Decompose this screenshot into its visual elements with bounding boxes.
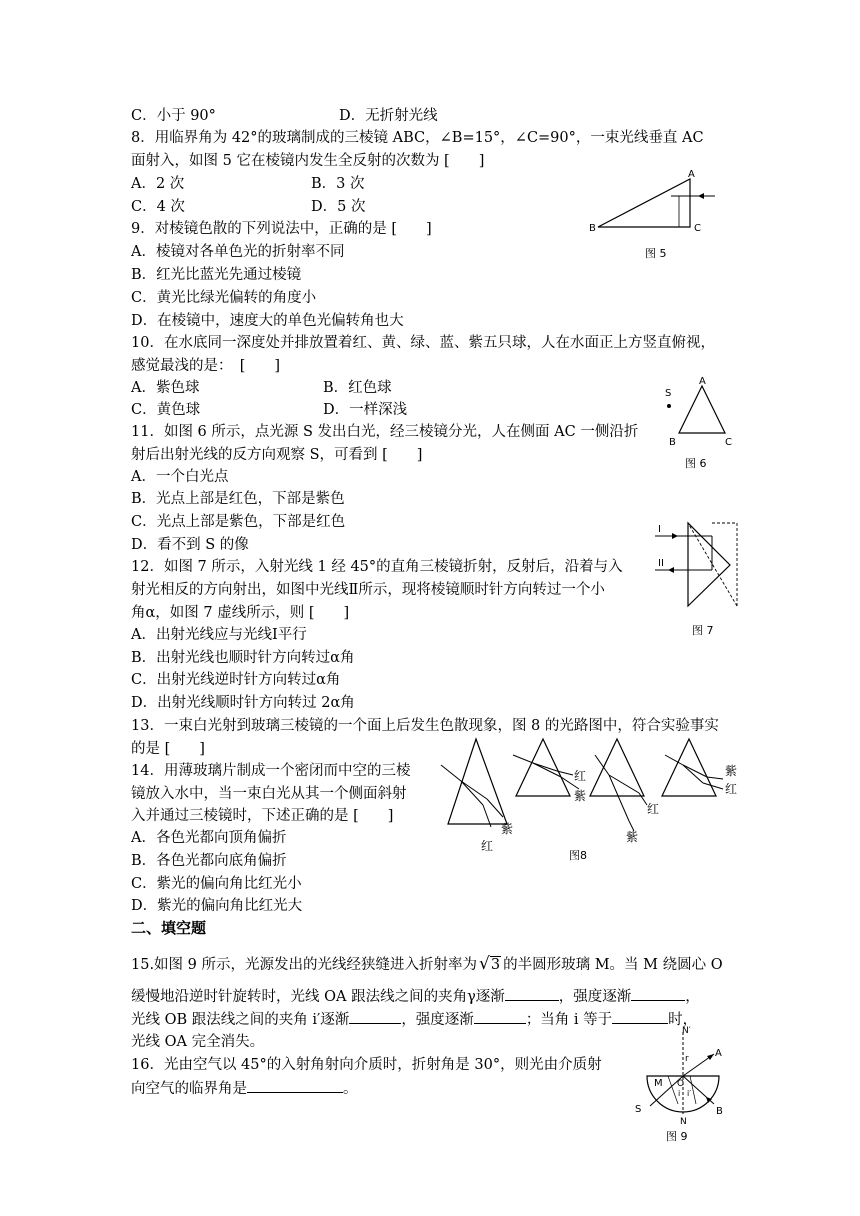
fig9-label-i: i xyxy=(678,1089,681,1098)
fig8-caption: 图8 xyxy=(569,849,587,862)
q14-option-a: A．各色光都向顶角偏折 xyxy=(131,830,287,846)
fig8b-label-red: 红 xyxy=(574,769,587,783)
answer-blank-4[interactable] xyxy=(474,1009,526,1024)
sqrt-symbol: √3 xyxy=(479,954,501,974)
fig9-label-r: r xyxy=(685,1054,689,1064)
q7-option-c: C．小于 90° xyxy=(131,108,216,124)
q11-stem-line2: 射后出射光线的反方向观察 S，可看到 [ ] xyxy=(131,447,423,463)
q11-option-d: D．看不到 S 的像 xyxy=(131,537,249,553)
q15-line2 xyxy=(131,986,700,1007)
q13-stem-line2: 的是 [ ] xyxy=(131,741,205,757)
q10-stem-line2: 感觉最浅的是： [ ] xyxy=(131,358,281,374)
q9-stem: 9．对棱镜色散的下列说法中，正确的是 [ ] xyxy=(131,221,432,237)
answer-blank-1[interactable] xyxy=(505,986,559,1001)
fig9-label-iprime: i′ xyxy=(687,1089,692,1098)
q14-stem-line2: 镜放入水中，当一束白光从其一个侧面斜射 xyxy=(131,786,407,802)
fig8c-label-red: 红 xyxy=(647,802,660,816)
q14-option-b: B．各色光都向底角偏折 xyxy=(131,853,287,869)
q15-line3-a: 光线 OB 跟法线之间的夹角 i′逐渐 xyxy=(131,1012,350,1028)
fig6-label-c: C xyxy=(725,437,732,448)
figure-7 xyxy=(650,518,750,643)
fig6-label-a: A xyxy=(699,376,706,387)
q9-option-b: B．红光比蓝光先通过棱镜 xyxy=(131,267,302,283)
q8-option-b: B．3 次 xyxy=(311,176,365,192)
fig8b-label-purple: 紫 xyxy=(574,789,587,803)
q15-line1-pre: 15.如图 9 所示，光源发出的光线经狭缝进入折射率为 xyxy=(131,957,478,973)
fig8a-label-purple: 紫 xyxy=(501,822,514,836)
fig9-label-o: O xyxy=(677,1079,685,1089)
fig9-caption: 图 9 xyxy=(666,1130,688,1143)
fig9-label-b: B xyxy=(716,1106,723,1117)
fig9-label-a: A xyxy=(715,1048,722,1059)
q14-stem-line3: 入并通过三棱镜时，下述正确的是 [ ] xyxy=(131,808,394,824)
q15-line2-b: ，强度逐渐 xyxy=(558,989,632,1005)
figure-5 xyxy=(585,165,715,265)
q8-stem-line1: 8．用临界角为 42°的玻璃制成的三棱镜 ABC，∠B=15°，∠C=90°，一束光线垂直 AC xyxy=(131,130,704,146)
q12-option-a: A．出射光线应与光线Ⅰ平行 xyxy=(131,627,307,643)
fig7-label-i: I xyxy=(658,524,661,535)
figure-9 xyxy=(630,1024,740,1146)
q11-option-c: C．光点上部是紫色，下部是红色 xyxy=(131,514,346,530)
fig9-label-n-top: N′ xyxy=(682,1026,691,1036)
q10-option-b: B．红色球 xyxy=(323,380,392,396)
q16-line2-b: 。 xyxy=(343,1081,358,1097)
answer-blank-2[interactable] xyxy=(631,986,685,1001)
answer-blank-3[interactable] xyxy=(349,1009,401,1024)
q8-option-a: A．2 次 xyxy=(131,176,185,192)
sqrt-value: 3 xyxy=(490,957,501,973)
fig7-caption: 图 7 xyxy=(692,624,714,637)
q11-option-b: B．光点上部是红色，下部是紫色 xyxy=(131,491,345,507)
fig8a-label-red: 红 xyxy=(481,839,494,853)
fig8c-label-purple: 紫 xyxy=(626,830,639,844)
q15-line1 xyxy=(131,954,723,975)
q10-option-d: D．一样深浅 xyxy=(323,402,408,418)
q12-option-c: C．出射光线逆时针方向转过α角 xyxy=(131,672,341,688)
q12-option-b: B．出射光线也顺时针方向转过α角 xyxy=(131,650,355,666)
q8-option-d: D．5 次 xyxy=(311,199,366,215)
q14-option-d: D．紫光的偏向角比红光大 xyxy=(131,898,303,914)
q15-line2-a: 缓慢地沿逆时针旋转时，光线 OA 跟法线之间的夹角γ逐渐 xyxy=(131,989,505,1005)
q15-line3-b: ，强度逐渐 xyxy=(401,1012,474,1028)
figure-8 xyxy=(433,735,743,870)
answer-blank-5[interactable] xyxy=(612,1009,668,1024)
fig9-label-n-bot: N xyxy=(680,1117,687,1127)
fig7-label-ii: II xyxy=(658,558,664,569)
q16-line1: 16．光由空气以 45°的入射角射向介质时，折射角是 30°，则光由介质射 xyxy=(131,1057,602,1073)
fig6-label-s: S xyxy=(665,388,672,399)
q16-line2 xyxy=(131,1078,358,1099)
figure-6 xyxy=(655,373,745,473)
fig9-label-s: S xyxy=(635,1104,642,1115)
q15-line4: 光线 OA 完全消失。 xyxy=(131,1034,265,1050)
q12-stem-line3: 角α，如图 7 虚线所示，则 [ ] xyxy=(131,605,350,621)
q14-option-c: C．紫光的偏向角比红光小 xyxy=(131,876,302,892)
q14-stem-line1: 14．用薄玻璃片制成一个密闭而中空的三棱 xyxy=(131,763,411,779)
fig5-label-c: C xyxy=(694,223,701,234)
fig6-label-b: B xyxy=(669,437,676,448)
fig8d-label-purple: 紫 xyxy=(725,764,738,778)
fig5-label-b: B xyxy=(589,223,596,234)
q15-line3-d: 时， xyxy=(668,1012,698,1028)
fig5-label-a: A xyxy=(688,169,695,180)
answer-blank-6[interactable] xyxy=(247,1078,343,1093)
fig9-label-m: M xyxy=(654,1078,663,1089)
q13-stem-line1: 13．一束白光射到玻璃三棱镜的一个面上后发生色散现象，图 8 的光路图中，符合实验事实 xyxy=(131,718,719,734)
q9-option-a: A．棱镜对各单色光的折射率不同 xyxy=(131,244,345,260)
q12-stem-line2: 射光相反的方向射出，如图中光线Ⅱ所示，现将棱镜顺时针方向转过一个小 xyxy=(131,582,605,598)
q8-stem-line2: 面射入，如图 5 它在棱镜内发生全反射的次数为 [ ] xyxy=(131,153,485,169)
q7-option-d: D．无折射光线 xyxy=(339,108,438,124)
q15-line3 xyxy=(131,1009,697,1030)
q9-option-d: D．在棱镜中，速度大的单色光偏转角也大 xyxy=(131,313,404,329)
q16-line2-a: 向空气的临界角是 xyxy=(131,1081,247,1097)
q8-option-c: C．4 次 xyxy=(131,199,185,215)
q15-line3-c: ；当角 i 等于 xyxy=(525,1012,613,1028)
fig8d-label-red: 红 xyxy=(725,782,738,796)
q11-stem-line1: 11．如图 6 所示，点光源 S 发出白光，经三棱镜分光，人在侧面 AC 一侧沿折 xyxy=(131,424,639,440)
q15-line2-c: ， xyxy=(685,989,700,1005)
q12-option-d: D．出射光线顺时针方向转过 2α角 xyxy=(131,695,355,711)
q10-stem-line1: 10．在水底同一深度处并排放置着红、黄、绿、蓝、紫五只球，人在水面正上方竖直俯视， xyxy=(131,335,715,351)
section-title: 二、填空题 xyxy=(131,919,207,937)
q10-option-a: A．紫色球 xyxy=(131,380,200,396)
fig5-caption: 图 5 xyxy=(645,247,667,260)
q12-stem-line1: 12．如图 7 所示，入射光线 1 经 45°的直角三棱镜折射，反射后，沿着与入 xyxy=(131,559,623,575)
q11-option-a: A．一个白光点 xyxy=(131,469,229,485)
fig6-caption: 图 6 xyxy=(685,457,707,470)
q15-line1-post: 的半圆形玻璃 M。当 M 绕圆心 O xyxy=(503,957,723,973)
q10-option-c: C．黄色球 xyxy=(131,402,201,418)
q9-option-c: C．黄光比绿光偏转的角度小 xyxy=(131,290,317,306)
